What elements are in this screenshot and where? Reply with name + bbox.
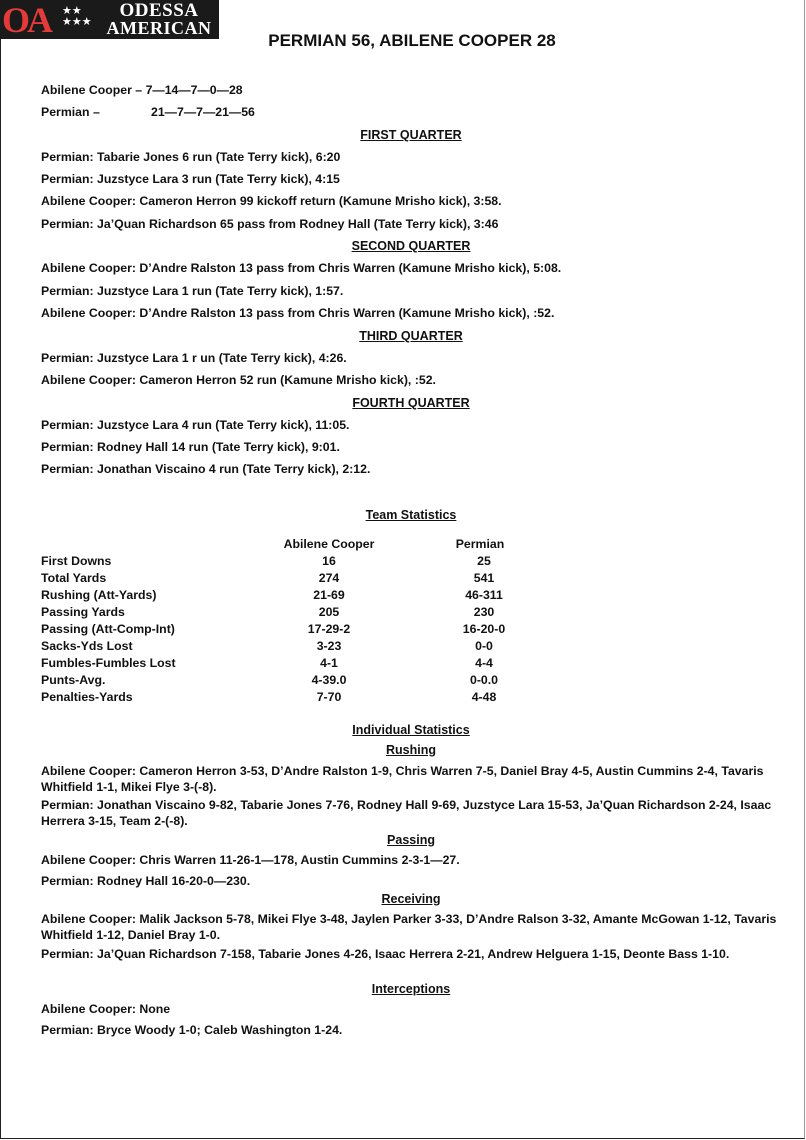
stat-value-cooper: 274 [318, 571, 340, 585]
rushing-cooper: Abilene Cooper: Cameron Herron 3-53, D’Andre Ralston 1-9, Chris Warren 7-5, Daniel Bray 4-5, Austin Cummins 2-4, Tavaris Whitfield 1-1, Mikei Flye 3-(-8). [41, 764, 764, 794]
stat-value-cooper: 7-70 [316, 690, 342, 704]
interceptions-cooper: Abilene Cooper: None [41, 1002, 171, 1016]
score-quarters: 21—7—7—21—56 [151, 105, 255, 119]
stat-label: Punts-Avg. [41, 673, 106, 687]
section-rushing: Rushing [386, 743, 436, 757]
stat-value-permian: 4-48 [471, 690, 497, 704]
scoring-play: Permian: Juzstyce Lara 1 run (Tate Terry kick), 1:57. [41, 284, 344, 298]
stat-value-permian: 46-311 [465, 588, 503, 602]
section-first-quarter: FIRST QUARTER [360, 128, 462, 142]
stat-value-cooper: 205 [318, 605, 340, 619]
scoring-play: Permian: Ja’Quan Richardson 65 pass from Rodney Hall (Tate Terry kick), 3:46 [41, 217, 499, 231]
logo-mark: OA [2, 0, 50, 40]
stat-value-permian: 541 [473, 571, 495, 585]
stat-value-permian: 0-0.0 [469, 673, 499, 687]
stat-value-permian: 230 [473, 605, 495, 619]
score-line-cooper [41, 83, 243, 98]
section-receiving: Receiving [381, 892, 441, 906]
scoring-play: Abilene Cooper: Cameron Herron 52 run (Kamune Mrisho kick), :52. [41, 373, 436, 387]
scoring-play: Abilene Cooper: Cameron Herron 99 kickoff return (Kamune Mrisho kick), 3:58. [41, 194, 502, 208]
section-fourth-quarter: FOURTH QUARTER [352, 396, 470, 410]
scoring-play: Abilene Cooper: D’Andre Ralston 13 pass from Chris Warren (Kamune Mrisho kick), :52. [41, 306, 555, 320]
stat-label: First Downs [41, 554, 112, 568]
stat-value-permian: 4-4 [475, 656, 493, 670]
page-title: PERMIAN 56, ABILENE COOPER 28 [268, 31, 556, 50]
score-quarters: 7—14—7—0—28 [145, 83, 243, 97]
logo-name-top: ODESSA [119, 0, 199, 21]
stat-value-cooper: 4-1 [320, 656, 338, 670]
stat-value-cooper: 21-69 [313, 588, 345, 602]
receiving-permian: Permian: Ja’Quan Richardson 7-158, Tabarie Jones 4-26, Isaac Herrera 2-21, Andrew Helguera 1-15, Deonte Bass 1-10. [41, 947, 730, 961]
interceptions-permian: Permian: Bryce Woody 1-0; Caleb Washington 1-24. [41, 1023, 343, 1037]
section-passing: Passing [387, 833, 435, 847]
passing-cooper: Abilene Cooper: Chris Warren 11-26-1—178, Austin Cummins 2-3-1—27. [41, 853, 460, 867]
score-team: Permian – [41, 105, 100, 119]
stat-value-cooper: 16 [322, 554, 336, 568]
scoring-play: Permian: Jonathan Viscaino 4 run (Tate Terry kick), 2:12. [41, 462, 371, 476]
scoring-play: Abilene Cooper: D’Andre Ralston 13 pass from Chris Warren (Kamune Mrisho kick), 5:08. [41, 261, 562, 275]
stat-value-permian: 16-20-0 [462, 622, 506, 636]
stat-label: Rushing (Att-Yards) [41, 588, 157, 602]
section-team-statistics: Team Statistics [365, 508, 457, 522]
stat-label: Sacks-Yds Lost [41, 639, 133, 653]
stat-label: Penalties-Yards [41, 690, 133, 704]
column-header-permian: Permian [455, 537, 505, 551]
scoring-play: Permian: Juzstyce Lara 4 run (Tate Terry kick), 11:05. [41, 418, 350, 432]
section-second-quarter: SECOND QUARTER [351, 239, 471, 253]
receiving-cooper: Abilene Cooper: Malik Jackson 5-78, Mikei Flye 3-48, Jaylen Parker 3-33, D’Andre Ralson 3-32, Amante McGowan 1-12, Tavaris Whitfield 1-12, Daniel Bray 1-0. [41, 912, 777, 942]
stat-value-cooper: 3-23 [316, 639, 342, 653]
section-individual-statistics: Individual Statistics [352, 723, 470, 737]
logo-name-bottom: AMERICAN [106, 18, 212, 38]
stat-value-permian: 25 [477, 554, 491, 568]
rushing-permian: Permian: Jonathan Viscaino 9-82, Tabarie Jones 7-76, Rodney Hall 9-69, Juzstyce Lara 15-53, Ja’Quan Richardson 2-24, Isaac Herrera 3-15, Team 2-(-8). [41, 798, 772, 828]
stat-label: Fumbles-Fumbles Lost [41, 656, 176, 670]
column-header-cooper: Abilene Cooper [283, 537, 375, 551]
stat-label: Passing Yards [41, 605, 125, 619]
scoring-play: Permian: Juzstyce Lara 3 run (Tate Terry kick), 4:15 [41, 172, 340, 186]
section-third-quarter: THIRD QUARTER [359, 329, 463, 343]
stat-value-cooper: 4-39.0 [311, 673, 347, 687]
scoring-play: Permian: Tabarie Jones 6 run (Tate Terry kick), 6:20 [41, 150, 341, 164]
score-line-permian [41, 105, 255, 120]
scoring-play: Permian: Juzstyce Lara 1 r un (Tate Terry kick), 4:26. [41, 351, 347, 365]
score-team: Abilene Cooper – [41, 83, 143, 97]
scoring-play: Permian: Rodney Hall 14 run (Tate Terry kick), 9:01. [41, 440, 340, 454]
stat-label: Total Yards [41, 571, 107, 585]
logo-stars-icon: ★★ ★★★ [62, 5, 92, 28]
stat-label: Passing (Att-Comp-Int) [41, 622, 175, 636]
passing-permian: Permian: Rodney Hall 16-20-0—230. [41, 874, 251, 888]
stat-value-cooper: 17-29-2 [307, 622, 351, 636]
stat-value-permian: 0-0 [475, 639, 493, 653]
section-interceptions: Interceptions [371, 982, 451, 996]
